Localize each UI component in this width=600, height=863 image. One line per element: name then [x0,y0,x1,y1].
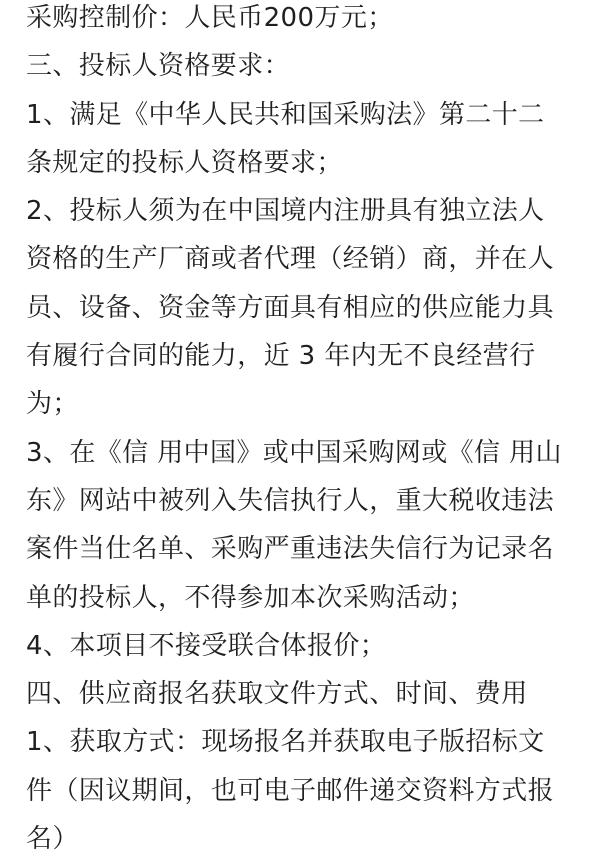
text-line: 案件当仕名单、采购严重违法失信行为记录名 [26,534,555,565]
text-line: 资格的生产厂商或者代理（经销）商，并在人 [26,244,555,275]
text-line: 3、在《信 用中国》或中国采购网或《信 用山 [26,437,562,468]
text-line: 2、投标人须为在中国境内注册具有独立法人 [26,196,545,227]
text-line: 1、获取方式：现场报名并获取电子版招标文 [26,727,545,758]
text-line: 东》网站中被列入失信执行人，重大税收违法 [26,485,555,516]
section-heading-qualifications: 三、投标人资格要求： [26,51,291,82]
text-line: 为； [26,389,79,420]
text-line: 1、满足《中华人民共和国采购法》第二十二 [26,99,545,130]
text-line: 件（因议期间，也可电子邮件递交资料方式报 [26,775,555,806]
text-line: 名） [26,824,79,855]
text-line: 单的投标人，不得参加本次采购活动； [26,582,475,613]
text-line: 4、本项目不接受联合体报价； [26,630,387,661]
section-heading-registration: 四、供应商报名获取文件方式、时间、费用 [26,679,528,710]
text-line-price: 采购控制价：人民币200万元； [26,3,394,33]
text-line: 有履行合同的能力，近 3 年内无不良经营行 [26,341,536,372]
document-body [26,0,586,863]
text-line: 条规定的投标人资格要求； [26,147,343,178]
text-line: 员、设备、资金等方面具有相应的供应能力具 [26,292,555,323]
